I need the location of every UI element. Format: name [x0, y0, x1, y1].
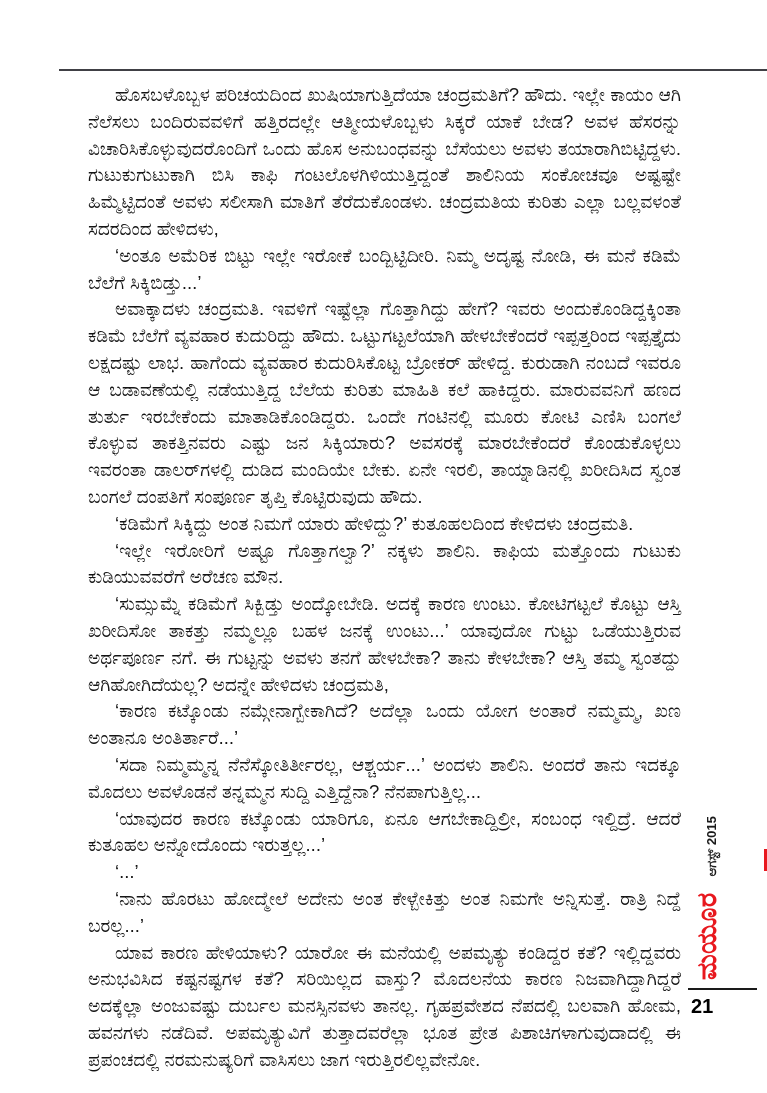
paragraph: ‘ಸುಮ್ಸುಮ್ನೆ ಕಡಿಮೆಗೆ ಸಿಕ್ಬಿಡ್ತು ಅಂದ್ಕೋಬೇಡಿ. ಅದಕ್ಕೆ ಕಾರಣ ಉಂಟು. ಕೋಟಿಗಟ್ಟಲೆ ಕೊಟ್ಟು ಆಸ್ತಿ ಖರೀದಿಸೋ ತಾಕತ್ತು ನಮ್ಮಲ್ಲೂ ಬಹಳ ಜನಕ್ಕೆ ಉಂಟು...’ ಯಾವುದೋ ಗುಟ್ಟು ಒಡೆಯುತ್ತಿರುವ ಅರ್ಥಪೂರ್ಣ ನಗೆ. ಈ ಗುಟ್ಟನ್ನು ಅವಳು ತನಗೆ ಹೇಳಬೇಕಾ? ತಾನು ಕೇಳಬೇಕಾ? ಆಸ್ತಿ ತಮ್ಮ ಸ್ವಂತದ್ದು ಆಗಿಹೋಗಿದೆಯಲ್ಲ? ಅದನ್ನೇ ಹೇಳಿದಳು ಚಂದ್ರಮತಿ,	[88, 593, 681, 695]
issue-date: ಆಗಸ್ಟ್ 2015	[704, 816, 719, 877]
paragraph: ‘ಅಂತೂ ಅಮೆರಿಕ ಬಿಟ್ಟು ಇಲ್ಲೇ ಇರೋಕೆ ಬಂದ್ಬಿಟ್ಟಿದೀರಿ. ನಿಮ್ಮ ಅದೃಷ್ಟ ನೋಡಿ, ಈ ಮನೆ ಕಡಿಮೆ ಬೆಲೆಗೆ ಸಿಕ್ಕಿಬಿಡ್ತು...’	[88, 244, 681, 293]
paragraph: ‘ಯಾವುದರ ಕಾರಣ ಕಟ್ಕೊಂಡು ಯಾರಿಗೂ, ಏನೂ ಆಗಬೇಕಾದ್ದಿಲ್ರೀ, ಸಂಬಂಧ ಇಲ್ದಿದ್ರೆ. ಆದರೆ ಕುತೂಹಲ ಅನ್ನೋದೊಂದು ಇರುತ್ತಲ್ಲ...’	[88, 807, 681, 856]
paragraph: ‘ಇಲ್ಲೇ ಇರೋರಿಗೆ ಅಷ್ಟೂ ಗೊತ್ತಾಗಲ್ವಾ?’ ನಕ್ಕಳು ಶಾಲಿನಿ. ಕಾಫಿಯ ಮತ್ತೊಂದು ಗುಟುಕು ಕುಡಿಯುವವರೆಗೆ ಅರೆಚಣ ಮೌನ.	[88, 539, 681, 588]
magazine-name: ಮಯೂರ	[692, 892, 722, 980]
page-number: 21	[691, 996, 714, 1018]
paragraph: ಹೊಸಬಳೊಬ್ಬಳ ಪರಿಚಯದಿಂದ ಖುಷಿಯಾಗುತ್ತಿದೆಯಾ ಚಂದ್ರಮತಿಗೆ? ಹೌದು. ಇಲ್ಲೇ ಕಾಯಂ ಆಗಿ ನೆಲೆಸಲು ಬಂದಿರುವವಳಿಗೆ ಹತ್ತಿರದಲ್ಲೇ ಆತ್ಮೀಯಳೊಬ್ಬಳು ಸಿಕ್ಕರೆ ಯಾಕೆ ಬೇಡ? ಅವಳ ಹೆಸರನ್ನು ವಿಚಾರಿಸಿಕೊಳ್ಳುವುದರೊಂದಿಗೆ ಒಂದು ಹೊಸ ಅನುಬಂಧವನ್ನು ಬೆಸೆಯಲು ಅವಳು ತಯಾರಾಗಿಬಿಟ್ಟಿದ್ದಳು. ಗುಟುಕುಗುಟುಕಾಗಿ ಬಿಸಿ ಕಾಫಿ ಗಂಟಲೊಳಗಿಳಿಯುತ್ತಿದ್ದಂತೆ ಶಾಲಿನಿಯ ಸಂಕೋಚವೂ ಅಷ್ಟಷ್ಟೇ ಹಿಮ್ಮೆಟ್ಟಿದಂತೆ ಅವಳು ಸಲೀಸಾಗಿ ಮಾತಿಗೆ ತೆರೆದುಕೊಂಡಳು. ಚಂದ್ರಮತಿಯ ಕುರಿತು ಎಲ್ಲಾ ಬಲ್ಲವಳಂತೆ ಸದರದಿಂದ ಹೇಳಿದಳು,	[88, 84, 681, 239]
article-text	[88, 82, 681, 1073]
top-rule	[59, 69, 767, 71]
paragraph: ಯಾವ ಕಾರಣ ಹೇಳಿಯಾಳು? ಯಾರೋ ಈ ಮನೆಯಲ್ಲಿ ಅಪಮೃತ್ಯು ಕಂಡಿದ್ದರ ಕತೆ? ಇಲ್ಲಿದ್ದವರು ಅನುಭವಿಸಿದ ಕಷ್ಟನಷ್ಟಗಳ ಕತೆ? ಸರಿಯಿಲ್ಲದ ವಾಸ್ತು? ಮೊದಲನೆಯ ಕಾರಣ ನಿಜವಾಗಿದ್ದಾಗಿದ್ದರೆ ಅದಕ್ಕೆಲ್ಲಾ ಅಂಜುವಷ್ಟು ದುರ್ಬಲ ಮನಸ್ಸಿನವಳು ತಾನಲ್ಲ. ಗೃಹಪ್ರವೇಶದ ನೆಪದಲ್ಲಿ ಬಲವಾಗಿ ಹೋಮ, ಹವನಗಳು ನಡೆದಿವೆ. ಅಪಮೃತ್ಯುವಿಗೆ ತುತ್ತಾದವರೆಲ್ಲಾ ಭೂತ ಪ್ರೇತ ಪಿಶಾಚಿಗಳಾಗುವುದಾದಲ್ಲಿ ಈ ಪ್ರಪಂಚದಲ್ಲಿ ನರಮನುಷ್ಯರಿಗೆ ವಾಸಿಸಲು ಜಾಗ ಇರುತ್ತಿರಲಿಲ್ಲವೇನೋ.	[88, 941, 681, 1070]
paragraph: ‘ಕಡಿಮೆಗೆ ಸಿಕ್ಕಿದ್ದು ಅಂತ ನಿಮಗೆ ಯಾರು ಹೇಳಿದ್ದು?’ ಕುತೂಹಲದಿಂದ ಕೇಳಿದಳು ಚಂದ್ರಮತಿ.	[115, 512, 634, 534]
paragraph: ‘...’	[115, 861, 139, 883]
paragraph: ‘ಕಾರಣ ಕಟ್ಕೊಂಡು ನಮ್ಗೇನಾಗ್ಬೇಕಾಗಿದೆ? ಅದೆಲ್ಲಾ ಒಂದು ಯೋಗ ಅಂತಾರೆ ನಮ್ಮಮ್ಮ, ಖಣ ಅಂತಾನೂ ಅಂತಿರ್ತಾರೆ...’	[88, 700, 681, 749]
paragraph: ಅವಾಕ್ಕಾದಳು ಚಂದ್ರಮತಿ. ಇವಳಿಗೆ ಇಷ್ಟೆಲ್ಲಾ ಗೊತ್ತಾಗಿದ್ದು ಹೇಗೆ? ಇವರು ಅಂದುಕೊಂಡಿದ್ದಕ್ಕಿಂತಾ ಕಡಿಮೆ ಬೆಲೆಗೆ ವ್ಯವಹಾರ ಕುದುರಿದ್ದು ಹೌದು. ಒಟ್ಟುಗಟ್ಟಲೆಯಾಗಿ ಹೇಳಬೇಕೆಂದರೆ ಇಪ್ಪತ್ತರಿಂದ ಇಪ್ಪತ್ತೈದು ಲಕ್ಷದಷ್ಟು ಲಾಭ. ಹಾಗೆಂದು ವ್ಯವಹಾರ ಕುದುರಿಸಿಕೊಟ್ಟ ಬ್ರೋಕರ್ ಹೇಳಿದ್ದ. ಕುರುಡಾಗಿ ನಂಬದೆ ಇವರೂ ಆ ಬಡಾವಣೆಯಲ್ಲಿ ನಡೆಯುತ್ತಿದ್ದ ಬೆಲೆಯ ಕುರಿತು ಮಾಹಿತಿ ಕಲೆ ಹಾಕಿದ್ದರು. ಮಾರುವವನಿಗೆ ಹಣದ ತುರ್ತು ಇರಬೇಕೆಂದು ಮಾತಾಡಿಕೊಂಡಿದ್ದರು. ಒಂದೇ ಗಂಟಿನಲ್ಲಿ ಮೂರು ಕೋಟಿ ಎಣಿಸಿ ಬಂಗಲೆ ಕೊಳ್ಳುವ ತಾಕತ್ತಿನವರು ಎಷ್ಟು ಜನ ಸಿಕ್ಕಿಯಾರು? ಅವಸರಕ್ಕೆ ಮಾರಬೇಕೆಂದರೆ ಕೊಂಡುಕೊಳ್ಳಲು ಇವರಂತಾ ಡಾಲರ್‌ಗಳಲ್ಲಿ ದುಡಿದ ಮಂದಿಯೇ ಬೇಕು. ಏನೇ ಇರಲಿ, ತಾಯ್ನಾಡಿನಲ್ಲಿ ಖರೀದಿಸಿದ ಸ್ವಂತ ಬಂಗಲೆ ದಂಪತಿಗೆ ಸಂಪೂರ್ಣ ತೃಪ್ತಿ ಕೊಟ್ಟಿರುವುದು ಹೌದು.	[88, 298, 681, 507]
page-number-rule	[688, 988, 757, 990]
magazine-masthead	[692, 816, 720, 980]
paragraph: ‘ನಾನು ಹೊರಟು ಹೋದ್ಮೇಲೆ ಅದೇನು ಅಂತ ಕೇಳ್ಬೇಕಿತ್ತು ಅಂತ ನಿಮಗೇ ಅನ್ನಿಸುತ್ತೆ. ರಾತ್ರಿ ನಿದ್ದೆ ಬರಲ್ಲ...’	[88, 887, 681, 936]
paragraph: ‘ಸದಾ ನಿಮ್ಮಮ್ಮನ್ನ ನೆನೆಸ್ಕೋತಿರ್ತೀರಲ್ಲ, ಆಶ್ಚರ್ಯ...’ ಅಂದಳು ಶಾಲಿನಿ. ಅಂದರೆ ತಾನು ಇದಕ್ಕೂ ಮೊದಲು ಅವಳೊಡನೆ ತನ್ನಮ್ಮನ ಸುದ್ದಿ ಎತ್ತಿದ್ದೆನಾ? ನೆನಪಾಗುತ್ತಿಲ್ಲ...	[88, 753, 681, 802]
